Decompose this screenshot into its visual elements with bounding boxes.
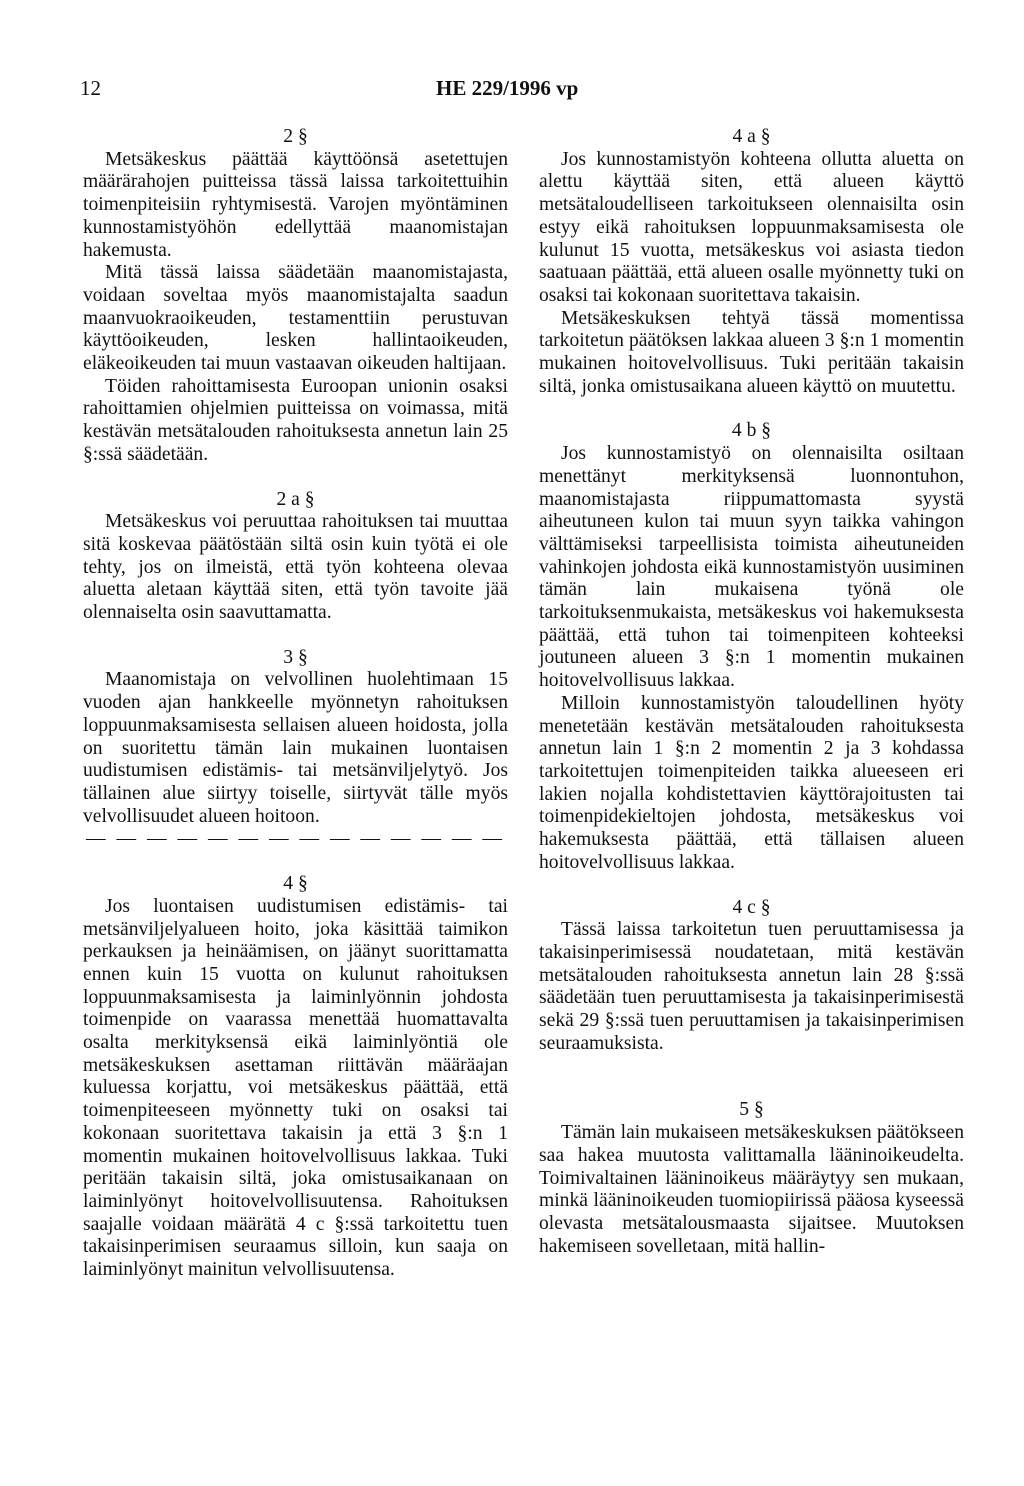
- section-3-paragraph-1: Maanomistaja on velvollinen huolehtimaan 15 vuoden ajan hankkeelle myönnetyn rahoituksen loppuunmaksamisesta sellaisen alueen hoidosta, jolla on suoritettu tämän lain mukainen luontaisen uudistumisen edistämis- tai metsänviljelytyö. Jos tällainen alue siirtyy toiselle, siirtyvät tälle myös velvollisuudet alueen hoitoon.: [83, 669, 508, 827]
- section-4a-paragraph-2: Metsäkeskuksen tehtyä tässä momentissa tarkoitetun päätöksen lakkaa alueen 3 §:n 1 momentin mukainen hoitovelvollisuus. Tuki peritään takaisin siltä, jonka omistusaikana alueen käyttö on muutettu.: [539, 307, 964, 397]
- section-5-paragraph-1: Tämän lain mukaiseen metsäkeskuksen päätökseen saa hakea muutosta valittamalla lääninoikeudelta. Toimivaltainen lääninoikeus määräytyy sen mukaan, minkä lääninoikeuden tuomiopiirissä pääosa kyseessä olevasta metsätalousmaasta sijaitsee. Muutoksen hakemiseen sovelletaan, mitä hallin-: [539, 1122, 964, 1257]
- section-2-paragraph-3: Töiden rahoittamisesta Euroopan unionin osaksi rahoittamien ohjelmien puitteissa on voimassa, mitä kestävän metsätalouden rahoituksesta annetun lain 25 §:ssä säädetään.: [83, 375, 508, 465]
- right-column: [539, 126, 964, 1258]
- section-title-4: 4 §: [283, 873, 308, 895]
- section-title-5: 5 §: [739, 1099, 764, 1121]
- section-4-paragraph-1: Jos luontaisen uudistumisen edistämis- tai metsänviljelyalueen hoito, joka käsittää taimikon perkauksen ja heinäämisen, on jäänyt suorittamatta ennen kuin 15 vuotta on kulunut rahoituksen loppuunmaksamisesta ja laiminlyönnin johdosta toimenpide on vaarassa menettää huomattavalta osalta merkityksensä eikä laiminlyöntiä ole metsäkeskuksen asettaman riittävän määräajan kuluessa korjattu, voi metsäkeskus päättää, että toimenpiteeseen myönnetty tuki on osaksi tai kokonaan suoritettava takaisin ja että 3 §:n 1 momentin mukainen hoitovelvollisuus lakkaa. Tuki peritään takaisin siltä, joka omistusaikanaan on laiminlyönyt hoitovelvollisuutensa. Rahoituksen saajalle voidaan määrätä 4 c §:ssä tarkoitettu tuen takaisinperimisen seuraamus silloin, kun saaja on laiminlyönyt mainitun velvollisuutensa.: [83, 895, 508, 1281]
- section-2-paragraph-2: Mitä tässä laissa säädetään maanomistajasta, voidaan soveltaa myös maanomistajalta saadun maanvuokraoikeuden, testamenttiin perustuvan käyttöoikeuden, lesken hallintaoikeuden, eläkeoikeuden tai muun vastaavan oikeuden haltijaan.: [83, 262, 508, 375]
- section-title-2a: 2 a §: [276, 488, 315, 510]
- page-number: 12: [80, 76, 101, 100]
- section-2-paragraph-1: Metsäkeskus päättää käyttöönsä asetettujen määrärahojen puitteissa tässä laissa tarkoitettuihin toimenpiteisiin ryhtymisestä. Varojen myöntäminen kunnostamistyöhön edellyttää maanomistajan hakemusta.: [83, 148, 508, 261]
- document-id: HE 229/1996 vp: [436, 76, 579, 100]
- section-title-4a: 4 a §: [732, 126, 771, 147]
- section-4a-paragraph-1: Jos kunnostamistyön kohteena ollutta aluetta on alettu käyttää siten, että alueen käyttö metsätaloudelliseen tarkoitukseen olennaisilta osin estyy eikä rahoituksen loppuunmaksamisesta ole kulunut 15 vuotta, metsäkeskus voi asiasta tiedon saatuaan päättää, että alueen osalle myönnetty tuki on osaksi tai kokonaan suoritettava takaisin.: [539, 148, 964, 306]
- section-2a-paragraph-1: Metsäkeskus voi peruuttaa rahoituksen tai muuttaa sitä koskevaa päätöstään siltä osin kuin työtä ei ole tehty, jos on ilmeistä, että työn kohteena olevaa aluetta aletaan käyttää siten, että työn tavoite jää olennaiselta osin saavuttamatta.: [83, 511, 508, 624]
- left-column: [83, 126, 508, 1282]
- section-title-2: 2 §: [283, 126, 308, 147]
- omission-dashes: — — — — — — — — — — — — — —: [86, 828, 505, 850]
- section-title-3: 3 §: [283, 646, 308, 668]
- section-4b-paragraph-1: Jos kunnostamistyö on olennaisilta osiltaan menettänyt merkityksensä luonnontuhon, maanomistajasta riippumattomasta syystä aiheutuneen kulon tai muun syyn taikka vahingon välttämiseksi tarpeellisista toimista aiheutuneiden vahinkojen johdosta eikä kunnostamistyön uusiminen tämän lain mukaisena työnä ole tarkoituksenmukaista, metsäkeskus voi hakemuksesta päättää, että tuhon tai toimenpiteen kohteeksi joutuneen alueen 3 §:n 1 momentin mukainen hoitovelvollisuus lakkaa.: [539, 443, 964, 692]
- section-title-4c: 4 c §: [732, 896, 771, 918]
- section-4c-paragraph-1: Tässä laissa tarkoitetun tuen peruuttamisessa ja takaisinperimisessä noudatetaan, mitä kestävän metsätalouden rahoituksesta annetun lain 28 §:ssä säädetään tuen peruuttamisesta ja takaisinperimisestä sekä 29 §:ssä tuen peruuttamisen ja takaisinperimisen seuraamuksista.: [539, 919, 964, 1054]
- page-header: [0, 76, 1024, 106]
- section-title-4b: 4 b §: [731, 420, 772, 442]
- section-4b-paragraph-2: Milloin kunnostamistyön taloudellinen hyöty menetetään kestävän metsätalouden rahoituksesta annetun lain 1 §:n 2 momentin 2 ja 3 kohdassa tarkoitettujen toimenpiteiden taikka alueeseen eri lakien nojalla kohdistettavien käyttörajoitusten tai toimenpidekieltojen johdosta, metsäkeskus voi hakemuksesta päättää, että tällaisen alueen hoitovelvollisuus lakkaa.: [539, 692, 964, 873]
